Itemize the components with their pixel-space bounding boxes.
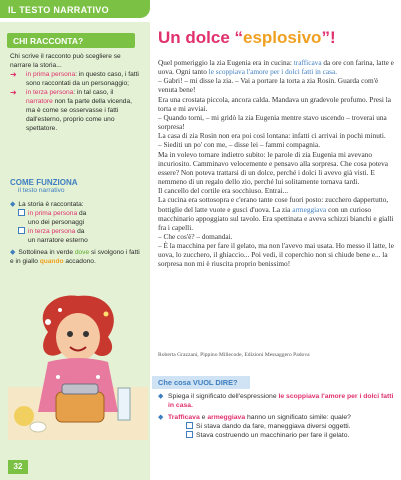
story-paragraph: – Siediti un po' con me, – disse lei – fammi compagnia. <box>158 140 321 150</box>
third-person-text-rest: non fa parte della vicenda, ma è come se osservasse i fatti dall'esterno, proprio come uno spettatore. <box>26 98 132 132</box>
come-funziona-subtitle: il testo narrativo <box>18 187 65 194</box>
come-funziona-exercise <box>10 200 142 266</box>
checkbox-first-person[interactable] <box>18 209 25 216</box>
story-paragraph: Ma in volevo tornare indietro subito: le parole di zia Eugenia mi avevano incuriosito. Camminavo velocemente e pensavo alla sorpresa. Che cosa poteva essere? Non poteva trattarsi di un dolce, perché i dolci li avevo già visti. E nemmeno di un regalo dello zio, perché lui solitamente tornava tardi. <box>158 149 388 187</box>
checkbox-option-2[interactable] <box>186 431 193 438</box>
story-paragraph: – Quando torni, – mi gridò la zia Eugenia mentre stavo uscendo – troverai una sorpresa! <box>158 112 387 132</box>
story-text <box>158 58 394 269</box>
word-armeggiava: armeggiava <box>292 204 327 214</box>
word-quando: quando <box>39 258 64 265</box>
story-paragraph: – È la macchina per fare il gelato, ma non l'avevo mai usata. Ho messo il latte, le uova, lo zucchero, il ghiaccio... Poi vedi, il coperchio non si chiude bene e... la sorpresa non mi è riuscita proprio benissimo! <box>158 241 394 269</box>
story-citation: Roberta Grazzani, Pippino Millecode, Edizioni Messaggero Padova <box>158 352 310 358</box>
first-person-text: : in questo caso, i fatti sono raccontati da un personaggio; <box>26 71 139 87</box>
option-2-text: da <box>75 228 85 235</box>
third-person-text: : in tal caso, il <box>73 89 114 96</box>
third-person-item <box>10 88 140 133</box>
title-text-end: ”! <box>321 28 336 47</box>
option-2-lead: in terza persona <box>28 228 76 235</box>
question-text: e <box>199 414 208 421</box>
vuol-dire-question-1 <box>158 392 394 410</box>
story-paragraph <box>158 195 394 232</box>
option-1-text: da <box>77 210 87 217</box>
question-text: Spiega il significato dell'espressione <box>168 393 279 400</box>
aunt-eugenia-illustration <box>8 292 148 440</box>
question-2-text-end: accadono. <box>63 258 96 265</box>
option-first-person <box>10 209 142 218</box>
option-first-person-line2: uno dei personaggi <box>28 219 85 226</box>
arrow-right-icon: ➜ <box>10 70 17 79</box>
option-1-lead: in prima persona <box>28 210 78 217</box>
third-person-lead: in terza persona <box>26 89 74 96</box>
vuol-dire-question-2 <box>158 413 394 422</box>
question-expression: le scoppiava l'amore per i dolci fatti in casa. <box>168 393 394 409</box>
story-paragraph: La casa di zia Rosin non era poi così lontana: infatti ci arrivai in pochi minuti. <box>158 131 386 141</box>
story-title <box>158 28 336 48</box>
chi-racconta-intro: Chi scrive il racconto può scegliere se narrare la storia... <box>10 53 121 69</box>
word-dove: dove <box>74 249 90 256</box>
phrase-scoppiava: le scoppiava l'amore per i dolci fatti in casa. <box>208 67 338 77</box>
vuol-dire-heading <box>152 376 250 389</box>
option-text: Stava costruendo un macchinario per fare il gelato. <box>196 432 350 439</box>
page-number: 32 <box>8 460 28 474</box>
story-segment: La cucina era sottosopra e c'erano tante cose fuori posto: zucchero dappertutto, bottiglie del latte vuote e gusci d'uova. La zia <box>158 195 389 214</box>
chi-racconta-body <box>10 52 140 133</box>
question-1-text: La storia è raccontata: <box>18 201 84 208</box>
story-paragraph <box>158 58 394 76</box>
word-trafficava: trafficava <box>293 58 322 67</box>
diamond-bullet-icon: ◆ <box>158 393 164 400</box>
vuol-dire-heading-text: Che cosa <box>158 378 193 387</box>
diamond-bullet-icon: ◆ <box>158 414 164 421</box>
vuol-dire-option-1 <box>158 422 394 431</box>
story-paragraph: – Che cos'è? – domandai. <box>158 231 233 241</box>
narrator-term: narratore <box>26 98 53 105</box>
first-person-item <box>10 70 140 88</box>
story-paragraph: Il cancello del cortile era socchiuso. Entrai... <box>158 186 289 196</box>
exercise-question-2 <box>10 248 142 266</box>
option-third-person <box>10 227 142 236</box>
story-segment: da ore con farina, latte e uova. Ogni tanto <box>158 58 394 77</box>
arrow-right-icon: ➜ <box>10 88 17 97</box>
word-armeggiava: armeggiava <box>207 414 246 421</box>
vuol-dire-exercise <box>158 392 394 440</box>
checkbox-third-person[interactable] <box>18 227 25 234</box>
title-text: Un dolce “ <box>158 28 244 47</box>
section-label: IL TESTO NARRATIVO <box>0 0 150 18</box>
first-person-lead: in prima persona <box>26 71 76 78</box>
exercise-question-1 <box>10 200 142 209</box>
option-third-person-line2: un narratore esterno <box>28 237 88 244</box>
story-paragraph: – Gabri! – mi disse la zia. – Vai a portare la torta a zia Rosin. Guarda com'è venuta bene! <box>158 76 379 95</box>
come-funziona-heading: COME FUNZIONA <box>10 178 78 187</box>
title-highlight: esplosivo <box>243 28 322 47</box>
story-segment: con un curioso macchinario appoggiato sul tavolo. Era spettinata e aveva schizzi bianchi e gialli fra i capelli. <box>158 204 394 232</box>
vuol-dire-heading-bold: VUOL DIRE? <box>192 378 238 387</box>
question-2-text: Sottolinea in verde <box>18 249 75 256</box>
chi-racconta-heading: CHI RACCONTA? <box>7 33 135 48</box>
vuol-dire-option-2 <box>158 431 394 440</box>
question-2-text-mid: si svolgono i fatti e in giallo <box>10 249 140 265</box>
story-paragraph: Era una crostata piccola, ancora calda. Mandava un gradevole profumo. Presi la torta e mi avviai. <box>158 94 391 113</box>
story-segment: Quel pomeriggio la zia Eugenia era in cucina: <box>158 58 294 67</box>
word-trafficava: Trafficava <box>168 414 200 421</box>
option-text: Si stava dando da fare, maneggiava diversi oggetti. <box>196 423 351 430</box>
question-text-end: hanno un significato simile: quale? <box>245 414 351 421</box>
diamond-bullet-icon: ◆ <box>10 249 16 256</box>
checkbox-option-1[interactable] <box>186 422 193 429</box>
diamond-bullet-icon: ◆ <box>10 201 16 208</box>
